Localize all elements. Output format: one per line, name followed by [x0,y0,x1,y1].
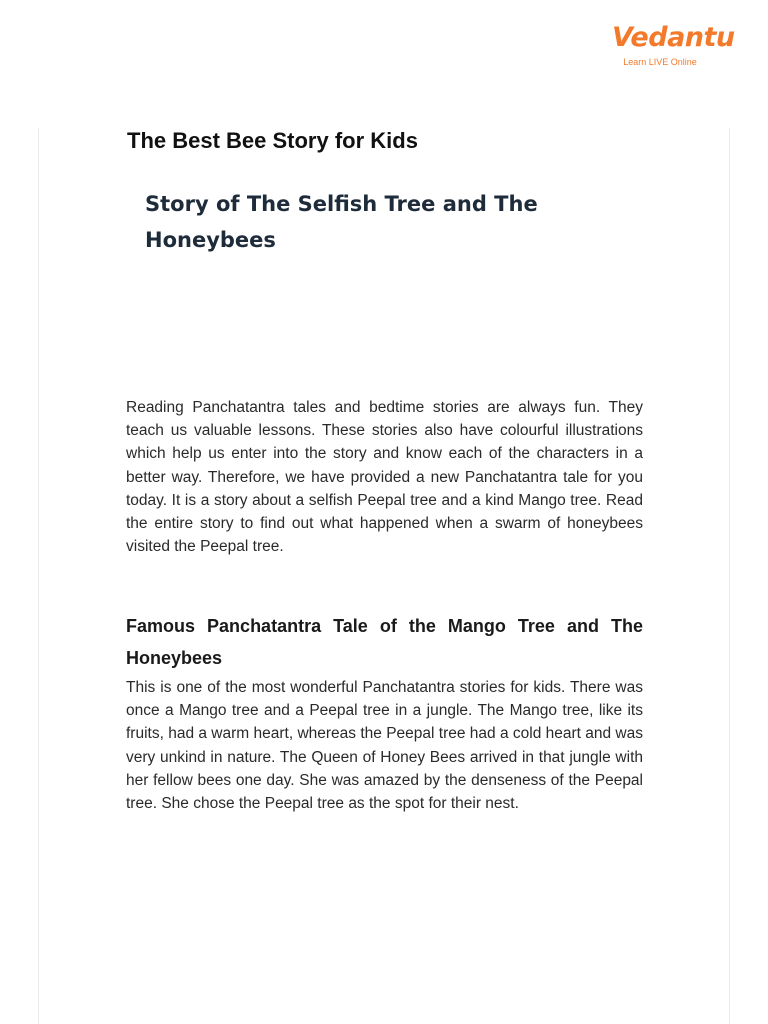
story-title: Story of The Selfish Tree and The Honeybees [145,192,538,252]
intro-paragraph: Reading Panchatantra tales and bedtime stories are always fun. They teach us valuable lessons. These stories also have colourful illustrations which help us enter into the story and know each of the characters in a better way. Therefore, we have provided a new Panchatantra tale for you today. It is a story about a selfish Peepal tree and a kind Mango tree. Read the entire story to find out what happened when a swarm of honeybees visited the Peepal tree. [126,399,643,556]
page-border-left [38,128,39,1024]
logo-tagline: Learn LIVE Online [623,57,697,67]
section-heading: Famous Panchatantra Tale of the Mango Tree and The Honeybees [126,616,643,668]
page-border-right [729,128,730,1024]
logo-brand-text: Vedantu [612,22,735,53]
document-title: The Best Bee Story for Kids [127,128,418,153]
vedantu-logo[interactable] [612,22,735,68]
tale-paragraph: This is one of the most wonderful Panchatantra stories for kids. There was once a Mango tree and a Peepal tree in a jungle. The Mango tree, like its fruits, had a warm heart, whereas the Peepal tree had a cold heart and was very unkind in nature. The Queen of Honey Bees arrived in that jungle with her fellow bees one day. She was amazed by the denseness of the Peepal tree. She chose the Peepal tree as the spot for their nest. [126,679,643,813]
